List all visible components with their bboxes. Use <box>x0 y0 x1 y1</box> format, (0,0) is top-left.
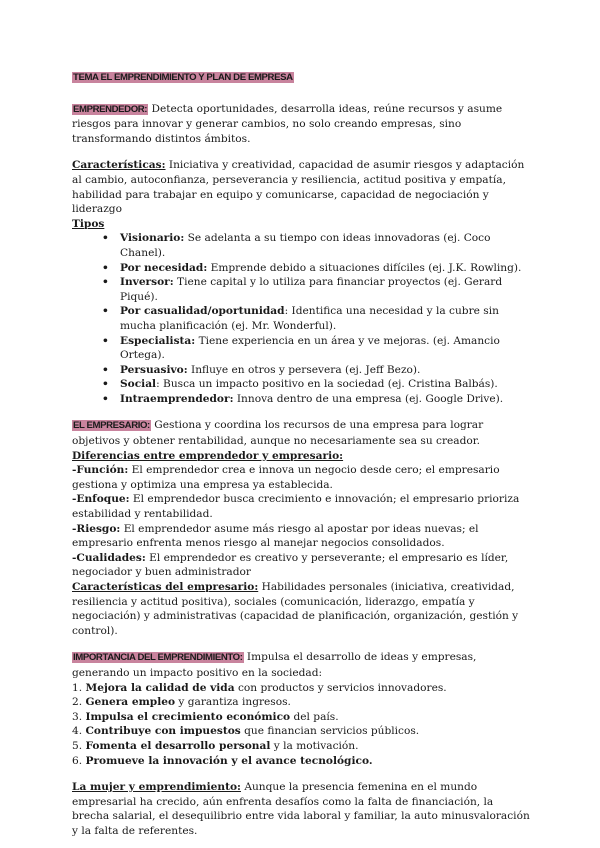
list-item: • Visionario: Se adelanta a su tiempo con ideas innovadoras (ej. Coco Chanel). <box>102 231 532 260</box>
page-title: TEMA EL EMPRENDIMIENTO Y PLAN DE EMPRESA <box>73 72 293 83</box>
caracteristicas-label: Características: <box>72 159 166 172</box>
caracteristicas-empresario-text: Habilidades personales (iniciativa, creatividad, resiliencia y actitud positiva), sociales (comunicación, liderazgo, empatía y negociación) y administrativas (capacidad de planificación, organización, gestión y control). <box>72 581 519 637</box>
mujer-paragraph <box>72 780 532 838</box>
page-title-line <box>72 70 532 86</box>
diferencia-item: -Función: El emprendedor crea e innova un negocio desde cero; el empresario gestiona y optimiza una empresa ya establecida. <box>72 464 500 491</box>
importancia-paragraph <box>72 650 532 680</box>
tipos-heading: Tipos <box>72 217 105 230</box>
importancia-list <box>72 681 532 769</box>
mujer-text: Aunque la presencia femenina en el mundo empresarial ha crecido, aún enfrenta desafíos como la falta de financiación, la brecha salarial, el desequilibrio entre vida laboral y familiar, la auto minusvaloración y la falta de referentes. <box>72 781 530 837</box>
list-item: 5. Fomenta el desarrollo personal y la motivación. <box>72 739 359 752</box>
list-item: 6. Promueve la innovación y el avance tecnológico. <box>72 754 373 767</box>
empresario-paragraph <box>72 418 532 448</box>
caracteristicas-empresario-paragraph <box>72 580 532 638</box>
list-item: • Especialista: Tiene experiencia en un área y ve mejoras. (ej. Amancio Ortega). <box>102 334 532 363</box>
mujer-label: La mujer y emprendimiento: <box>72 781 241 794</box>
tipos-list <box>72 231 532 406</box>
diferencias-heading: Diferencias entre emprendedor y empresario: <box>72 449 344 462</box>
list-item: • Social: Busca un impacto positivo en la sociedad (ej. Cristina Balbás). <box>102 377 532 392</box>
importancia-tag: IMPORTANCIA DEL EMPRENDIMIENTO: <box>73 652 243 664</box>
importancia-text: Impulsa el desarrollo de ideas y empresas, generando un impacto positivo en la sociedad: <box>72 651 477 679</box>
list-item: 4. Contribuye con impuestos que financian servicios públicos. <box>72 725 420 738</box>
list-item: 1. Mejora la calidad de vida con productos y servicios innovadores. <box>72 681 447 694</box>
emprendedor-tag: EMPRENDEDOR: <box>73 103 148 115</box>
list-item: 3. Impulsa el crecimiento económico del país. <box>72 710 339 723</box>
diferencia-item: -Enfoque: El emprendedor busca crecimiento e innovación; el empresario prioriza estabilidad y rentabilidad. <box>72 493 520 521</box>
caracteristicas-text: Iniciativa y creatividad, capacidad de asumir riesgos y adaptación al cambio, autoconfianza, perseverancia y resiliencia, actitud positiva y empatía, habilidad para trabajar en equipo y comunicarse, capacidad de negociación y liderazgo <box>72 159 525 216</box>
list-item: • Por necesidad: Emprende debido a situaciones difíciles (ej. J.K. Rowling). <box>102 261 532 276</box>
empresario-text: Gestiona y coordina los recursos de una empresa para lograr objetivos y obtener rentabilidad, aunque no necesariamente sea su creador. <box>72 419 484 448</box>
diferencia-item: -Riesgo: El emprendedor asume más riesgo al apostar por ideas nuevas; el empresario enfrenta menos riesgo al manejar negocios consolidados. <box>72 522 479 550</box>
empresario-tag: EL EMPRESARIO: <box>73 420 150 432</box>
caracteristicas-empresario-label: Características del empresario: <box>72 581 259 593</box>
list-item: • Persuasivo: Influye en otros y persevera (ej. Jeff Bezo). <box>102 363 532 378</box>
list-item: • Intraemprendedor: Innova dentro de una empresa (ej. Google Drive). <box>102 392 532 407</box>
list-item: • Por casualidad/oportunidad: Identifica una necesidad y la cubre sin mucha planificación (ej. Mr. Wonderful). <box>102 304 532 333</box>
emprendedor-text: Detecta oportunidades, desarrolla ideas, reúne recursos y asume riesgos para innovar y generar cambios, no solo creando empresas, sino transformando distintos ámbitos. <box>72 102 503 145</box>
list-item: 2. Genera empleo y garantiza ingresos. <box>72 696 291 709</box>
diferencia-item: -Cualidades: El emprendedor es creativo y perseverante; el empresario es líder, negociador y buen administrador <box>72 551 509 579</box>
emprendedor-paragraph <box>72 102 532 147</box>
list-item: • Inversor: Tiene capital y lo utiliza para financiar proyectos (ej. Gerard Piqué). <box>102 275 532 304</box>
caracteristicas-paragraph <box>72 158 532 216</box>
